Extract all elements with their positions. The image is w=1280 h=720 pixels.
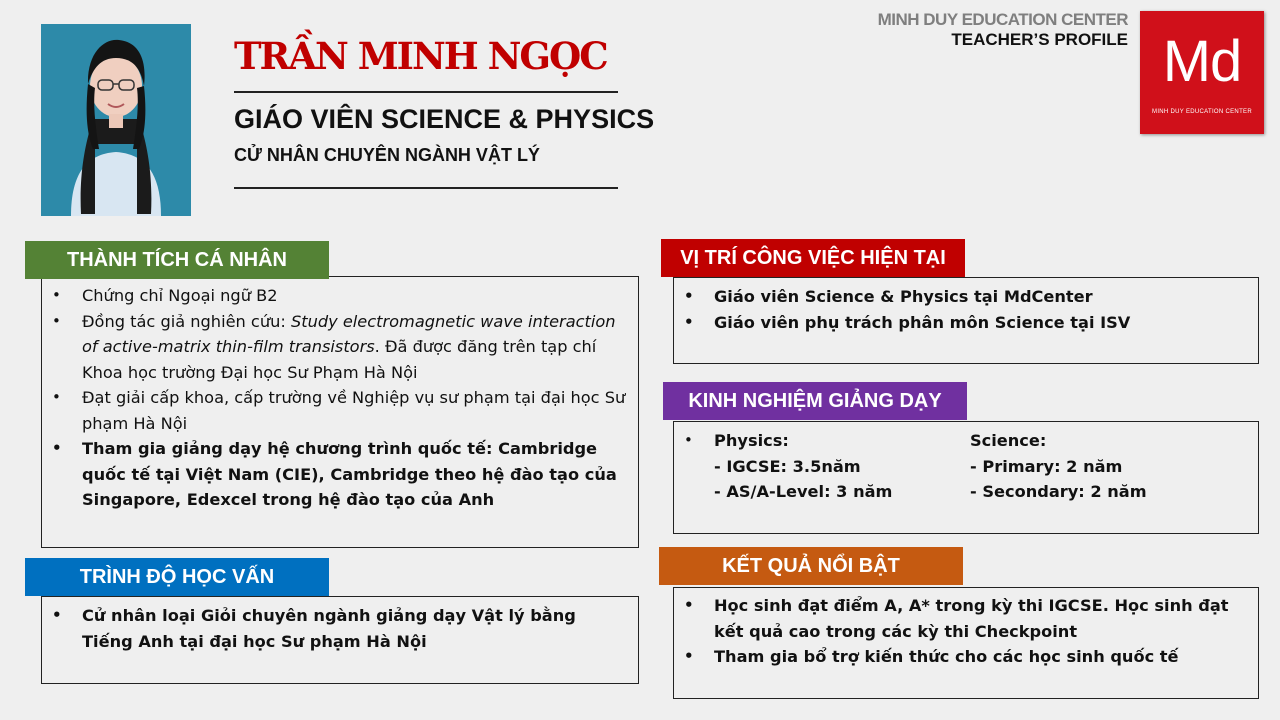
current-position-box xyxy=(673,277,1259,364)
research-title: Study electromagnetic wave interaction of active-matrix thin-film transistors xyxy=(82,311,616,356)
experience-physics xyxy=(714,428,892,505)
science-label: Science: xyxy=(970,431,1047,450)
teacher-name: TRẦN MINH NGỌC xyxy=(234,34,607,78)
achievements-list xyxy=(42,277,638,513)
results-list xyxy=(674,588,1258,670)
teacher-photo xyxy=(41,24,191,216)
position-text: Giáo viên phụ trách phân môn Science tại ISV xyxy=(714,312,1131,332)
portrait-illustration xyxy=(41,24,191,216)
current-position-title: VỊ TRÍ CÔNG VIỆC HIỆN TẠI xyxy=(661,239,965,277)
achievement-text-suffix: . Đã được đăng trên tạp chí Khoa học trường Đại học Sư Phạm Hà Nội xyxy=(82,337,597,382)
education-item xyxy=(42,603,626,654)
result-text: Học sinh đạt điểm A, A* trong kỳ thi IGCSE. Học sinh đạt kết quả cao trong các kỳ thi Checkpoint xyxy=(714,596,1229,641)
results-box xyxy=(673,587,1259,699)
science-line: - Primary: 2 năm xyxy=(970,456,1123,476)
achievement-item xyxy=(42,309,626,386)
achievement-text: Chứng chỉ Ngoại ngữ B2 xyxy=(82,286,278,305)
teacher-role: GIÁO VIÊN SCIENCE & PHYSICS xyxy=(234,104,655,134)
center-name: MINH DUY EDUCATION CENTER xyxy=(877,10,1128,29)
logo-subtitle: MINH DUY EDUCATION CENTER xyxy=(1152,109,1252,115)
position-item xyxy=(674,310,1258,336)
achievement-item xyxy=(42,436,626,513)
education-box xyxy=(41,596,639,684)
experience-science xyxy=(970,428,1147,505)
achievements-title: THÀNH TÍCH CÁ NHÂN xyxy=(25,241,329,279)
science-line: - Secondary: 2 năm xyxy=(970,482,1147,501)
achievement-text: Tham gia giảng dạy hệ chương trình quốc tế: Cambridge quốc tế tại Việt Nam (CIE), Cambridge theo hệ đào tạo của Singapore, Edexcel trong hệ đào tạo của Anh xyxy=(82,439,617,509)
achievement-item xyxy=(42,283,626,309)
achievement-item xyxy=(42,385,626,436)
profile-label: TEACHER’S PROFILE xyxy=(951,30,1128,49)
current-position-list xyxy=(674,278,1258,335)
achievements-box xyxy=(41,276,639,548)
center-logo xyxy=(1140,11,1264,134)
physics-label: Physics: xyxy=(714,431,789,450)
teacher-degree: CỬ NHÂN CHUYÊN NGÀNH VẬT LÝ xyxy=(234,145,540,165)
header-divider-top xyxy=(234,91,618,93)
achievement-text: Đạt giải cấp khoa, cấp trường về Nghiệp vụ sư phạm tại đại học Sư phạm Hà Nội xyxy=(82,388,626,433)
physics-line: - IGCSE: 3.5năm xyxy=(714,456,861,476)
result-item xyxy=(674,593,1246,644)
experience-box xyxy=(673,421,1259,534)
header-divider-bottom xyxy=(234,187,618,189)
education-title: TRÌNH ĐỘ HỌC VẤN xyxy=(25,558,329,596)
education-list xyxy=(42,597,638,654)
education-text: Cử nhân loại Giỏi chuyên ngành giảng dạy Vật lý bằng Tiếng Anh tại đại học Sư phạm Hà Nội xyxy=(82,606,576,651)
results-title: KẾT QUẢ NỔI BẬT xyxy=(659,547,963,585)
bullet-icon: • xyxy=(684,431,693,449)
position-text: Giáo viên Science & Physics tại MdCenter xyxy=(714,287,1093,306)
physics-line: - AS/A-Level: 3 năm xyxy=(714,482,893,501)
logo-mark: Md xyxy=(1162,29,1242,94)
experience-title: KINH NGHIỆM GIẢNG DẠY xyxy=(663,382,967,420)
result-item xyxy=(674,644,1246,670)
achievement-text-prefix: Đồng tác giả nghiên cứu: xyxy=(82,311,291,331)
experience-content xyxy=(674,428,1260,508)
position-item xyxy=(674,284,1258,310)
result-text: Tham gia bổ trợ kiến thức cho các học sinh quốc tế xyxy=(714,647,1179,666)
